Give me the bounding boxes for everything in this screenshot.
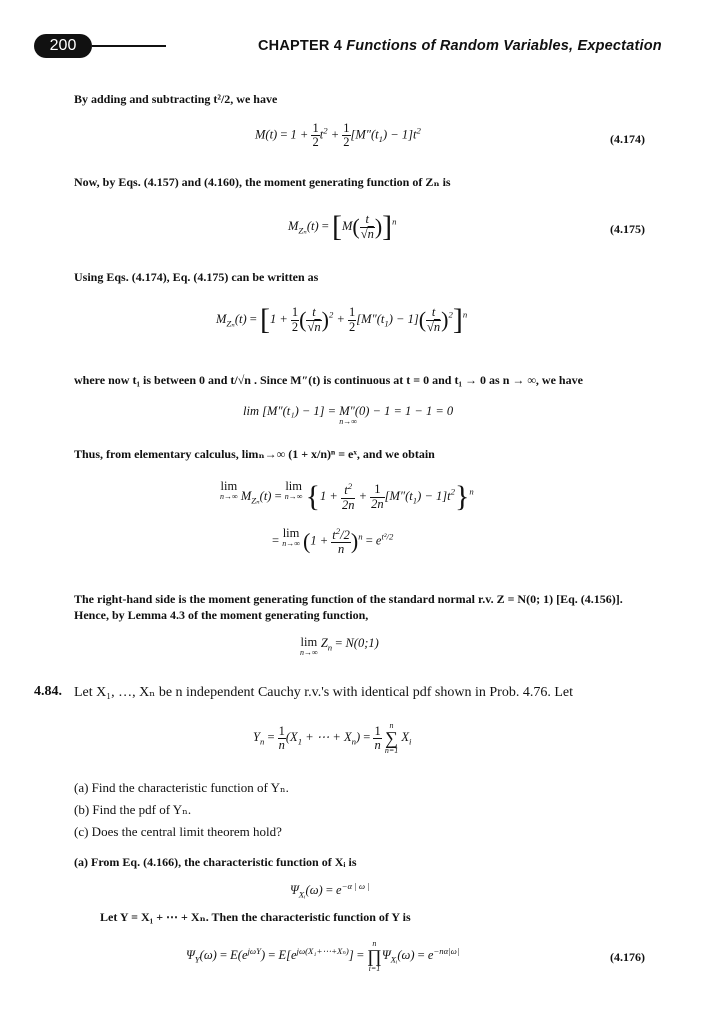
part-c: (c) Does the central limit theorem hold? — [74, 824, 282, 839]
problem-number: 4.84. — [34, 684, 62, 699]
part-a: (a) Find the characteristic function of Yₙ. — [74, 780, 289, 795]
solution-a-continued: Let Y = X₁ + ⋯ + Xₙ. Then the characteristic function of Y is — [100, 910, 411, 924]
equation-number-4-176: (4.176) — [610, 950, 645, 964]
equation-4-175: $M_{Z_n}(t) = [M$( $\frac{t}{√n}$ )]$^n$ — [288, 210, 397, 243]
equation-limit-zn: lim n→∞ $Z_n$ = N(0;1) — [300, 635, 379, 657]
chapter-title: Functions of Random Variables, Expectation — [346, 38, 662, 54]
chapter-header — [258, 38, 662, 54]
header-rule — [92, 45, 166, 47]
chapter-label: CHAPTER 4 — [258, 38, 342, 54]
paragraph-3: Using Eqs. (4.174), Eq. (4.175) can be written as — [74, 270, 319, 284]
page-number: 200 — [34, 34, 92, 58]
limit-equation — [243, 405, 453, 426]
equation-number-4-175: (4.175) — [610, 222, 645, 236]
equation-char-fn-xi: $\Psi_{Xᵢ}(\omega) = e^{-\alpha | \omega |}$ — [290, 881, 370, 900]
equation-4-176: $\Psi_Y(\omega) = E(e^{j\omega Y}) = E[e^{j\omega(X_1+\cdots+X_n)}]$ = n ∏ i=1 $\Psi_{Xᵢ}(\omega) = e^{-n\alpha|\omega|}$ — [186, 939, 460, 973]
equation-yn: $Y_n$ = $\frac{1}{n}$ ($X_1$ + ⋯ + $X_n$) = $\frac{1}{n}$ n ∑ n=1 $X_i$ — [253, 721, 412, 755]
paragraph-4: where now t₁ is between 0 and t/√n . Since M″(t) is continuous at t = 0 and t₁ → 0 as n → ∞, we have — [74, 373, 583, 387]
paragraph-1: By adding and subtracting t²/2, we have — [74, 92, 278, 106]
equation-number-4-174: (4.174) — [610, 132, 645, 146]
limit-expression: lim [M″(t₁) − 1] = M″(0) − 1 = 1 − 1 = 0 — [243, 404, 454, 418]
equation-4-174: M(t) = 1 + $\frac{1}{2}$ $t^2$ + $\frac{1}{2}$ $[M''(t_1) - 1]t^2$ — [255, 121, 421, 150]
paragraph-6: The right-hand side is the moment generating function of the standard normal r.v. Z = N(0; 1) [Eq. (4.156)]. — [74, 592, 623, 606]
limit-derivation-line-2: = lim n→∞ (1 + $\frac{t^2/2}{n}$ )$^n = e^{t^2/2}$ — [272, 526, 394, 557]
paragraph-5: Thus, from elementary calculus, limₙ→∞ (1 + x/n)ⁿ = eˣ, and we obtain — [74, 447, 435, 461]
paragraph-2: Now, by Eqs. (4.157) and (4.160), the moment generating function of Zₙ is — [74, 175, 451, 189]
paragraph-7: Hence, by Lemma 4.3 of the moment generating function, — [74, 608, 369, 622]
solution-a: (a) From Eq. (4.166), the characteristic function of Xᵢ is — [74, 855, 357, 869]
equation-expanded: $M_{Z_n}(t) = [1$ + $\frac{1}{2}$ ( $\frac{t}{√n}$ )$^2$ + $\frac{1}{2}$ $[M''(t_1) - 1]$( $\frac{t}{√n}$ )$^2$]$^n$ — [216, 303, 468, 336]
problem-statement: Let X₁, …, Xₙ be n independent Cauchy r.v.'s with identical pdf shown in Prob. 4.76. Let — [74, 685, 573, 700]
limit-derivation-line-1: lim n→∞ $M_{Z_n}(t)$ = lim n→∞ {1 + $\frac{t^2}{2n}$ + $\frac{1}{2n}$ $[M''(t_1) - 1]t^2\}^n$ — [220, 479, 474, 513]
limit-subscript: n→∞ — [339, 416, 357, 426]
part-b: (b) Find the pdf of Yₙ. — [74, 802, 192, 817]
